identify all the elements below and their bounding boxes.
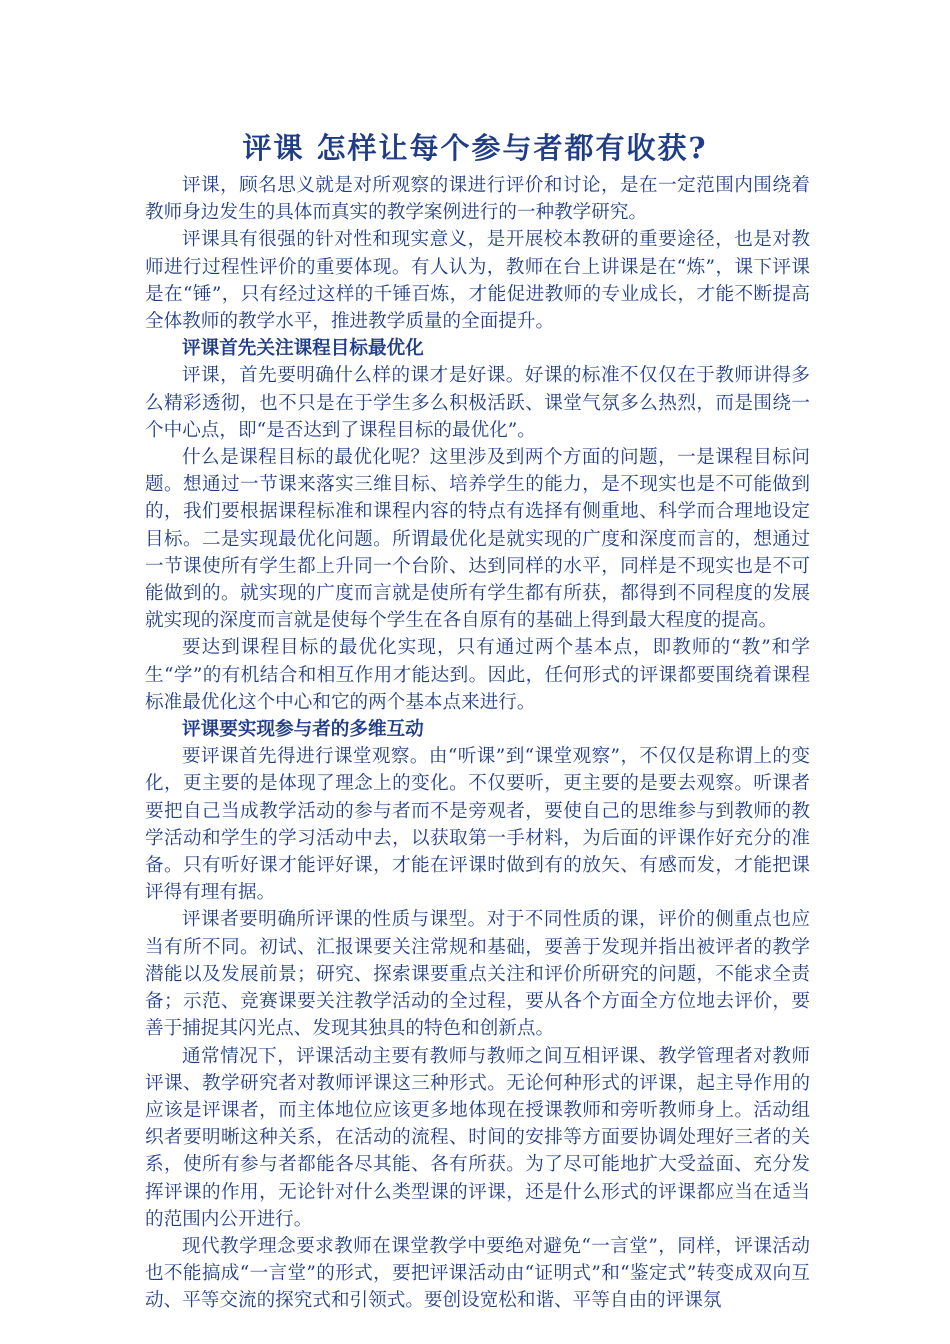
- paragraph: 通常情况下，评课活动主要有教师与教师之间互相评课、教学管理者对教师评课、教学研究者对教师评课这三种形式。无论何种形式的评课，起主导作用的应该是评课者，而主体地位应该更多地体现在授课教师和旁听教师身上。活动组织者要明晰这种关系，在活动的流程、时间的安排等方面要协调处理好三者的关系，使所有参与者都能各尽其能、各有所获。为了尽可能地扩大受益面、充分发挥评课的作用，无论针对什么类型课的评课，还是什么形式的评课都应当在适当的范围内公开进行。: [145, 1045, 810, 1230]
- paragraph: 评课，首先要明确什么样的课才是好课。好课的标准不仅仅在于教师讲得多么精彩透彻，也不只是在于学生多么积极活跃、课堂气氛多么热烈，而是围绕一个中心点，即“是否达到了课程目标的最优化”。: [145, 365, 810, 441]
- paragraph: 要评课首先得进行课堂观察。由“听课”到“课堂观察”，不仅仅是称谓上的变化，更主要的是体现了理念上的变化。不仅要听，更主要的是要去观察。听课者要把自己当成教学活动的参与者而不是旁观者，要使自己的思维参与到教师的教学活动和学生的学习活动中去，以获取第一手材料，为后面的评课作好充分的准备。只有听好课才能评好课，才能在评课时做到有的放矢、有感而发，才能把课评得有理有据。: [145, 746, 810, 904]
- paragraph: 要达到课程目标的最优化实现，只有通过两个基本点，即教师的“教”和学生“学”的有机结合和相互作用才能达到。因此，任何形式的评课都要围绕着课程标准最优化这个中心和它的两个基本点来进行。: [145, 637, 810, 713]
- paragraph: 评课，顾名思义就是对所观察的课进行评价和讨论，是在一定范围内围绕着教师身边发生的具体而真实的教学案例进行的一种教学研究。: [145, 175, 810, 224]
- paragraph: 现代教学理念要求教师在课堂教学中要绝对避免“一言堂”，同样，评课活动也不能搞成“一言堂”的形式，要把评课活动由“证明式”和“鉴定式”转变成双向互动、平等交流的探究式和引领式。要创设宽松和谐、平等自由的评课氛: [145, 1235, 810, 1312]
- document-title: 评课 怎样让每个参与者都有收获?: [242, 131, 708, 165]
- paragraph: 评课者要明确所评课的性质与课型。对于不同性质的课，评价的侧重点也应当有所不同。初试、汇报课要关注常规和基础，要善于发现并指出被评者的教学潜能以及发展前景；研究、探索课要重点关注和评价所研究的问题，不能求全责备；示范、竞赛课要关注教学活动的全过程，要从各个方面全方位地去评价，要善于捕捉其闪光点、发现其独具的特色和创新点。: [145, 909, 810, 1040]
- section-heading: 评课首先关注课程目标最优化: [182, 338, 424, 360]
- paragraph: 什么是课程目标的最优化呢？这里涉及到两个方面的问题，一是课程目标问题。想通过一节课来落实三维目标、培养学生的能力，是不现实也是不可能做到的，我们要根据课程标准和课程内容的特点有选择有侧重地、科学而合理地设定目标。二是实现最优化问题。所谓最优化是就实现的广度和深度而言的，想通过一节课使所有学生都上升同一个台阶、达到同样的水平，同样是不现实也是不可能做到的。就实现的广度而言就是使所有学生都有所获，都得到不同程度的发展就实现的深度而言就是使每个学生在各自原有的基础上得到最大程度的提高。: [145, 447, 810, 632]
- document-body: [145, 172, 810, 1315]
- section-heading: 评课要实现参与者的多维互动: [182, 719, 424, 741]
- paragraph: 评课具有很强的针对性和现实意义，是开展校本教研的重要途径，也是对教师进行过程性评价的重要体现。有人认为，教师在台上讲课是在“炼”，课下评课是在“锤”，只有经过这样的千锤百炼，才能促进教师的专业成长，才能不断提高全体教师的教学水平，推进教学质量的全面提升。: [145, 229, 810, 333]
